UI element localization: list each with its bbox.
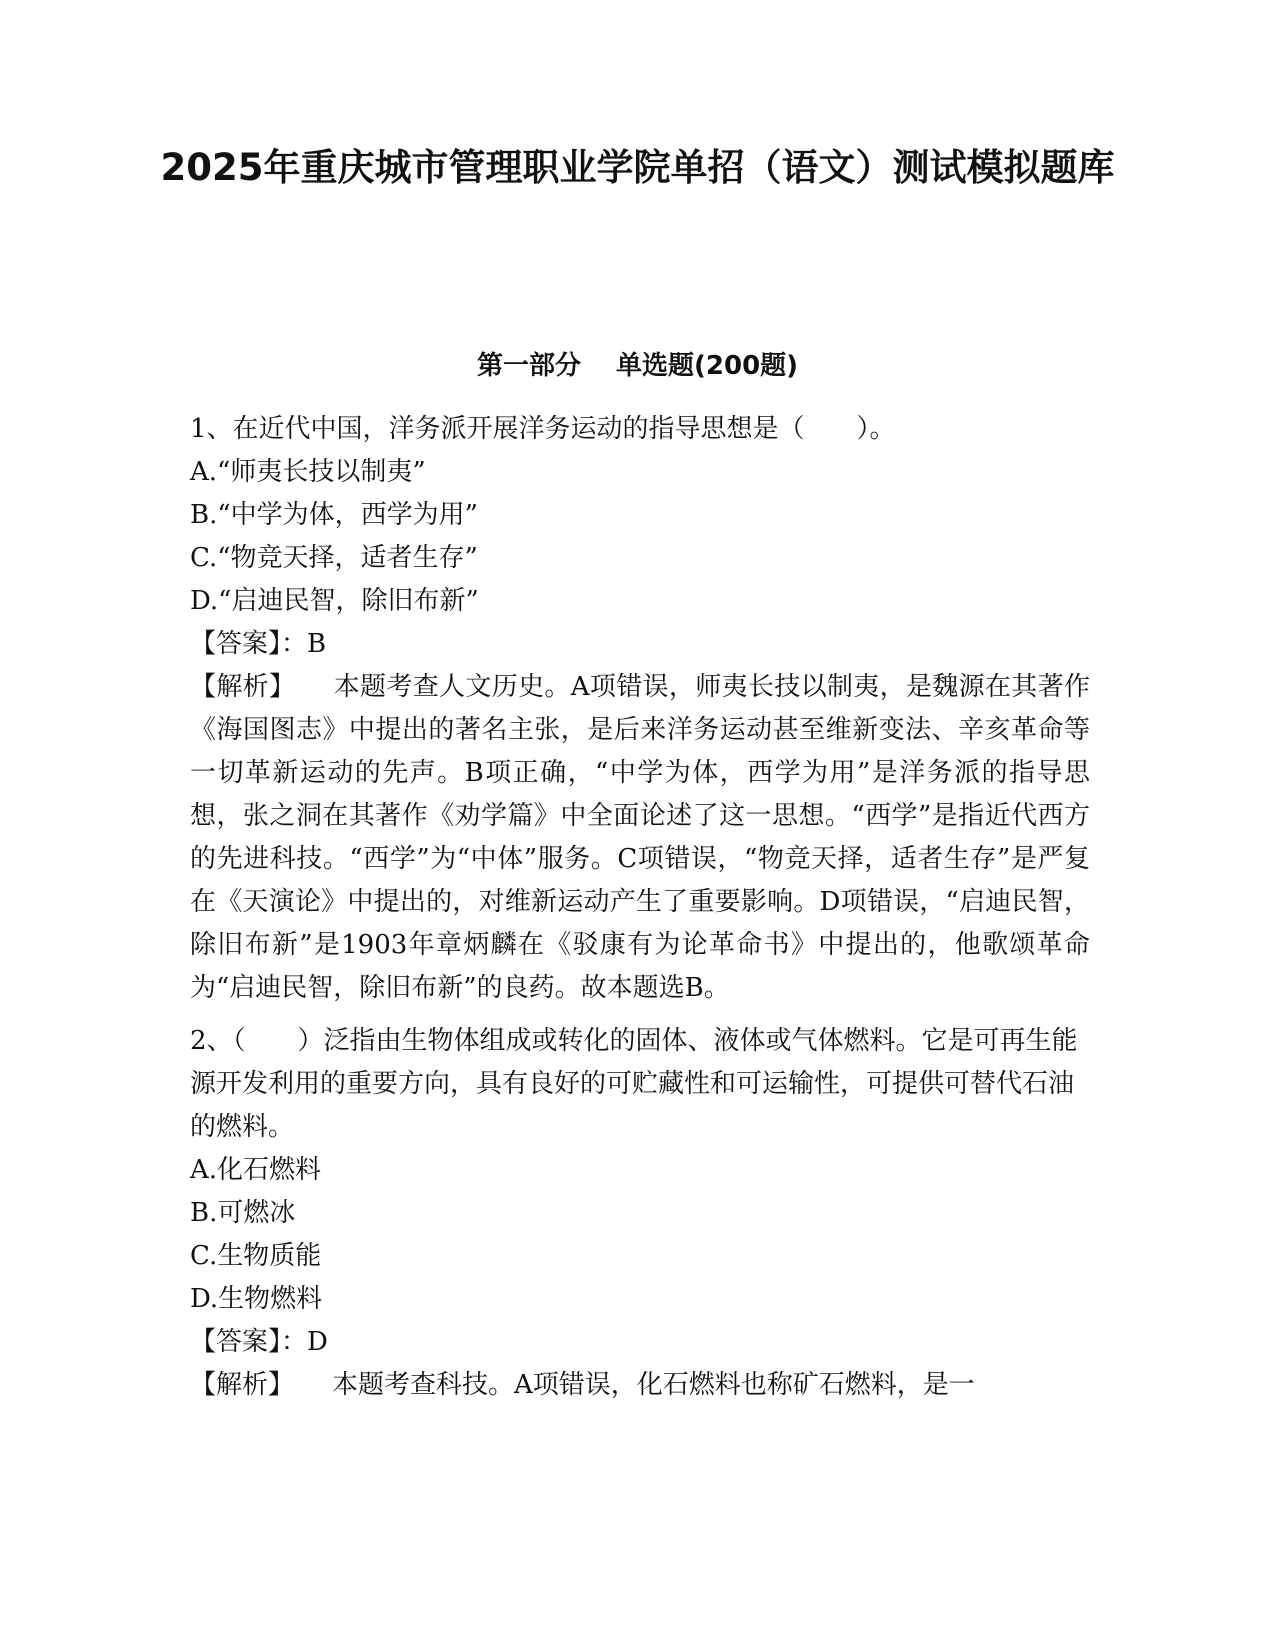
option-b: B.可燃冰 — [190, 1198, 296, 1228]
answer-label: 【答案】 — [190, 1327, 282, 1357]
answer-value: ：D — [281, 1327, 328, 1357]
option-a: A.“师夷长技以制夷” — [190, 457, 426, 487]
option-c: C.生物质能 — [190, 1241, 322, 1271]
option-b: B.“中学为体，西学为用” — [190, 500, 478, 530]
option-a: A.化石燃料 — [190, 1155, 322, 1185]
option-c: C.“物竞天择，适者生存” — [190, 543, 478, 573]
answer-line — [190, 623, 1090, 666]
question-stem: 1、在近代中国，洋务派开展洋务运动的指导思想是（ ）。 — [190, 414, 896, 444]
analysis-text: 本题考查科技。A项错误，化石燃料也称矿石燃料，是一 — [332, 1370, 975, 1400]
answer-line — [190, 1321, 1090, 1364]
analysis-paragraph — [190, 1364, 1090, 1407]
answer-value: ：B — [281, 629, 327, 659]
question-2 — [190, 1020, 1090, 1407]
question-list — [190, 408, 1090, 1417]
answer-label: 【答案】 — [190, 629, 282, 659]
question-stem: 2、（ ）泛指由生物体组成或转化的固体、液体或气体燃料。它是可再生能源开发利用的重要方向，具有良好的可贮藏性和可运输性，可提供可替代石油的燃料。 — [190, 1026, 1078, 1142]
option-d: D.“启迪民智，除旧布新” — [190, 586, 479, 616]
section-heading: 第一部分 单选题(200题) — [476, 351, 799, 381]
question-1 — [190, 408, 1090, 1010]
document-title: 2025年重庆城市管理职业学院单招（语文）测试模拟题库 — [160, 146, 1115, 189]
analysis-label: 【解析】 — [190, 1370, 295, 1400]
analysis-text: 本题考查人文历史。A项错误，师夷长技以制夷，是魏源在其著作《海国图志》中提出的著名主张，是后来洋务运动甚至维新变法、辛亥革命等一切革新运动的先声。B项正确，“中学为体，西学为用”是洋务派的指导思想，张之洞在其著作《劝学篇》中全面论述了这一思想。“西学”是指近代西方的先进科技。“西学”为“中体”服务。C项错误，“物竞天择，适者生存”是严复在《天演论》中提出的，对维新运动产生了重要影响。D项错误，“启迪民智，除旧布新”是1903年章炳麟在《驳康有为论革命书》中提出的，他歌颂革命为“启迪民智，除旧布新”的良药。故本题选B。 — [190, 672, 1090, 1003]
analysis-label: 【解析】 — [190, 672, 296, 702]
option-d: D.生物燃料 — [190, 1284, 323, 1314]
analysis-paragraph — [190, 666, 1090, 1010]
